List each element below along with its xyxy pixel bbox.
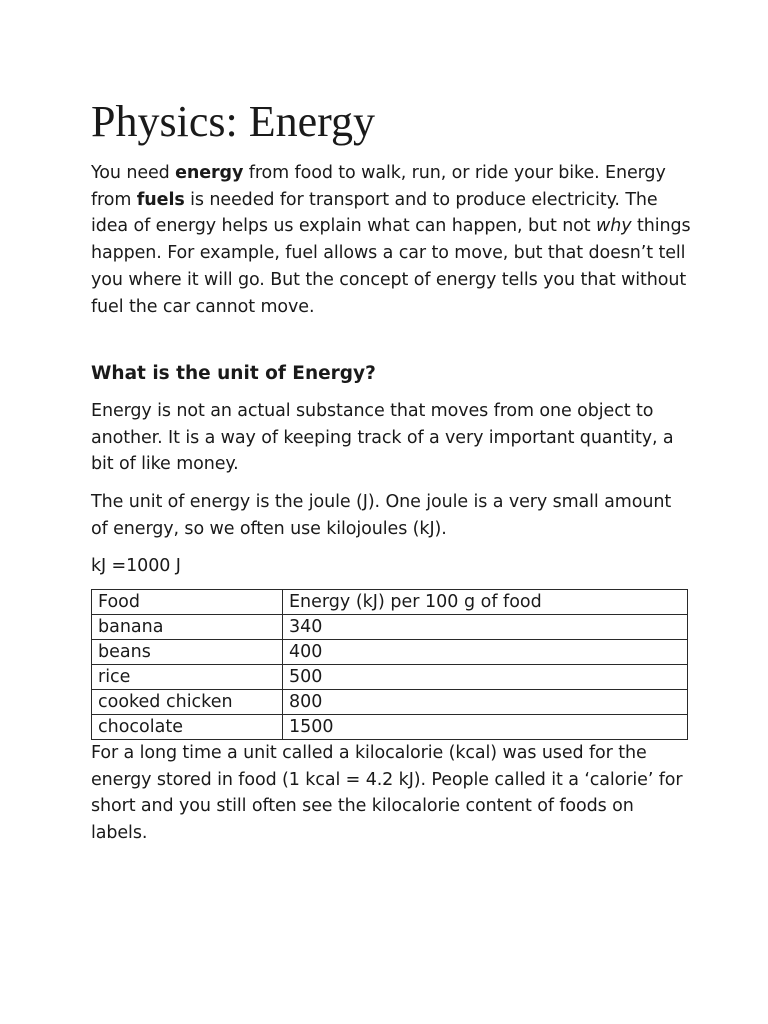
table-cell-energy: 1500	[283, 715, 688, 740]
table-cell-food: beans	[92, 640, 283, 665]
unit-paragraph: The unit of energy is the joule (J). One joule is a very small amount of energy, so we often use kilojoules (kJ).	[91, 492, 672, 539]
table-cell-food: chocolate	[92, 715, 283, 740]
section-heading: What is the unit of Energy?	[91, 363, 376, 384]
table-cell-food: cooked chicken	[92, 690, 283, 715]
intro-text-1: You need	[91, 163, 176, 183]
table-cell-food: rice	[92, 665, 283, 690]
substance-paragraph: Energy is not an actual substance that moves from one object to another. It is a way of keeping track of a very important quantity, a bit of like money.	[91, 401, 674, 475]
table-header-row	[92, 590, 688, 615]
intro-text-4: things happen. For example, fuel allows a car to move, but that doesn’t tell you where it will go. But the concept of energy tells you that without fuel the car cannot move.	[91, 216, 691, 317]
intro-italic-why: why	[596, 216, 632, 237]
intro-text-2: from food to walk, run, or ride your bike. Energy from	[91, 163, 666, 210]
page-title: Physics: Energy	[91, 97, 375, 146]
table-cell-energy: 400	[283, 640, 688, 665]
table-row	[92, 640, 688, 665]
table-cell-energy: 500	[283, 665, 688, 690]
conversion-line: kJ =1000 J	[91, 556, 181, 576]
table-row	[92, 665, 688, 690]
intro-text-3: is needed for transport and to produce electricity. The idea of energy helps us explain what can happen, but not	[91, 189, 658, 237]
table-cell-energy: 340	[283, 615, 688, 640]
intro-paragraph	[91, 160, 691, 320]
table-header-food: Food	[92, 590, 283, 615]
table-row	[92, 715, 688, 740]
table-cell-food: banana	[92, 615, 283, 640]
intro-bold-fuels: fuels	[136, 189, 185, 210]
table-row	[92, 690, 688, 715]
food-energy-table	[91, 589, 688, 740]
intro-bold-energy: energy	[175, 163, 244, 183]
table-row	[92, 615, 688, 640]
table-header-energy: Energy (kJ) per 100 g of food	[283, 590, 688, 615]
table-cell-energy: 800	[283, 690, 688, 715]
kilocalorie-paragraph: For a long time a unit called a kilocalorie (kcal) was used for the energy stored in food (1 kcal = 4.2 kJ). People called it a ‘calorie’ for short and you still often see the kilocalorie content of foods on labels.	[91, 743, 683, 844]
